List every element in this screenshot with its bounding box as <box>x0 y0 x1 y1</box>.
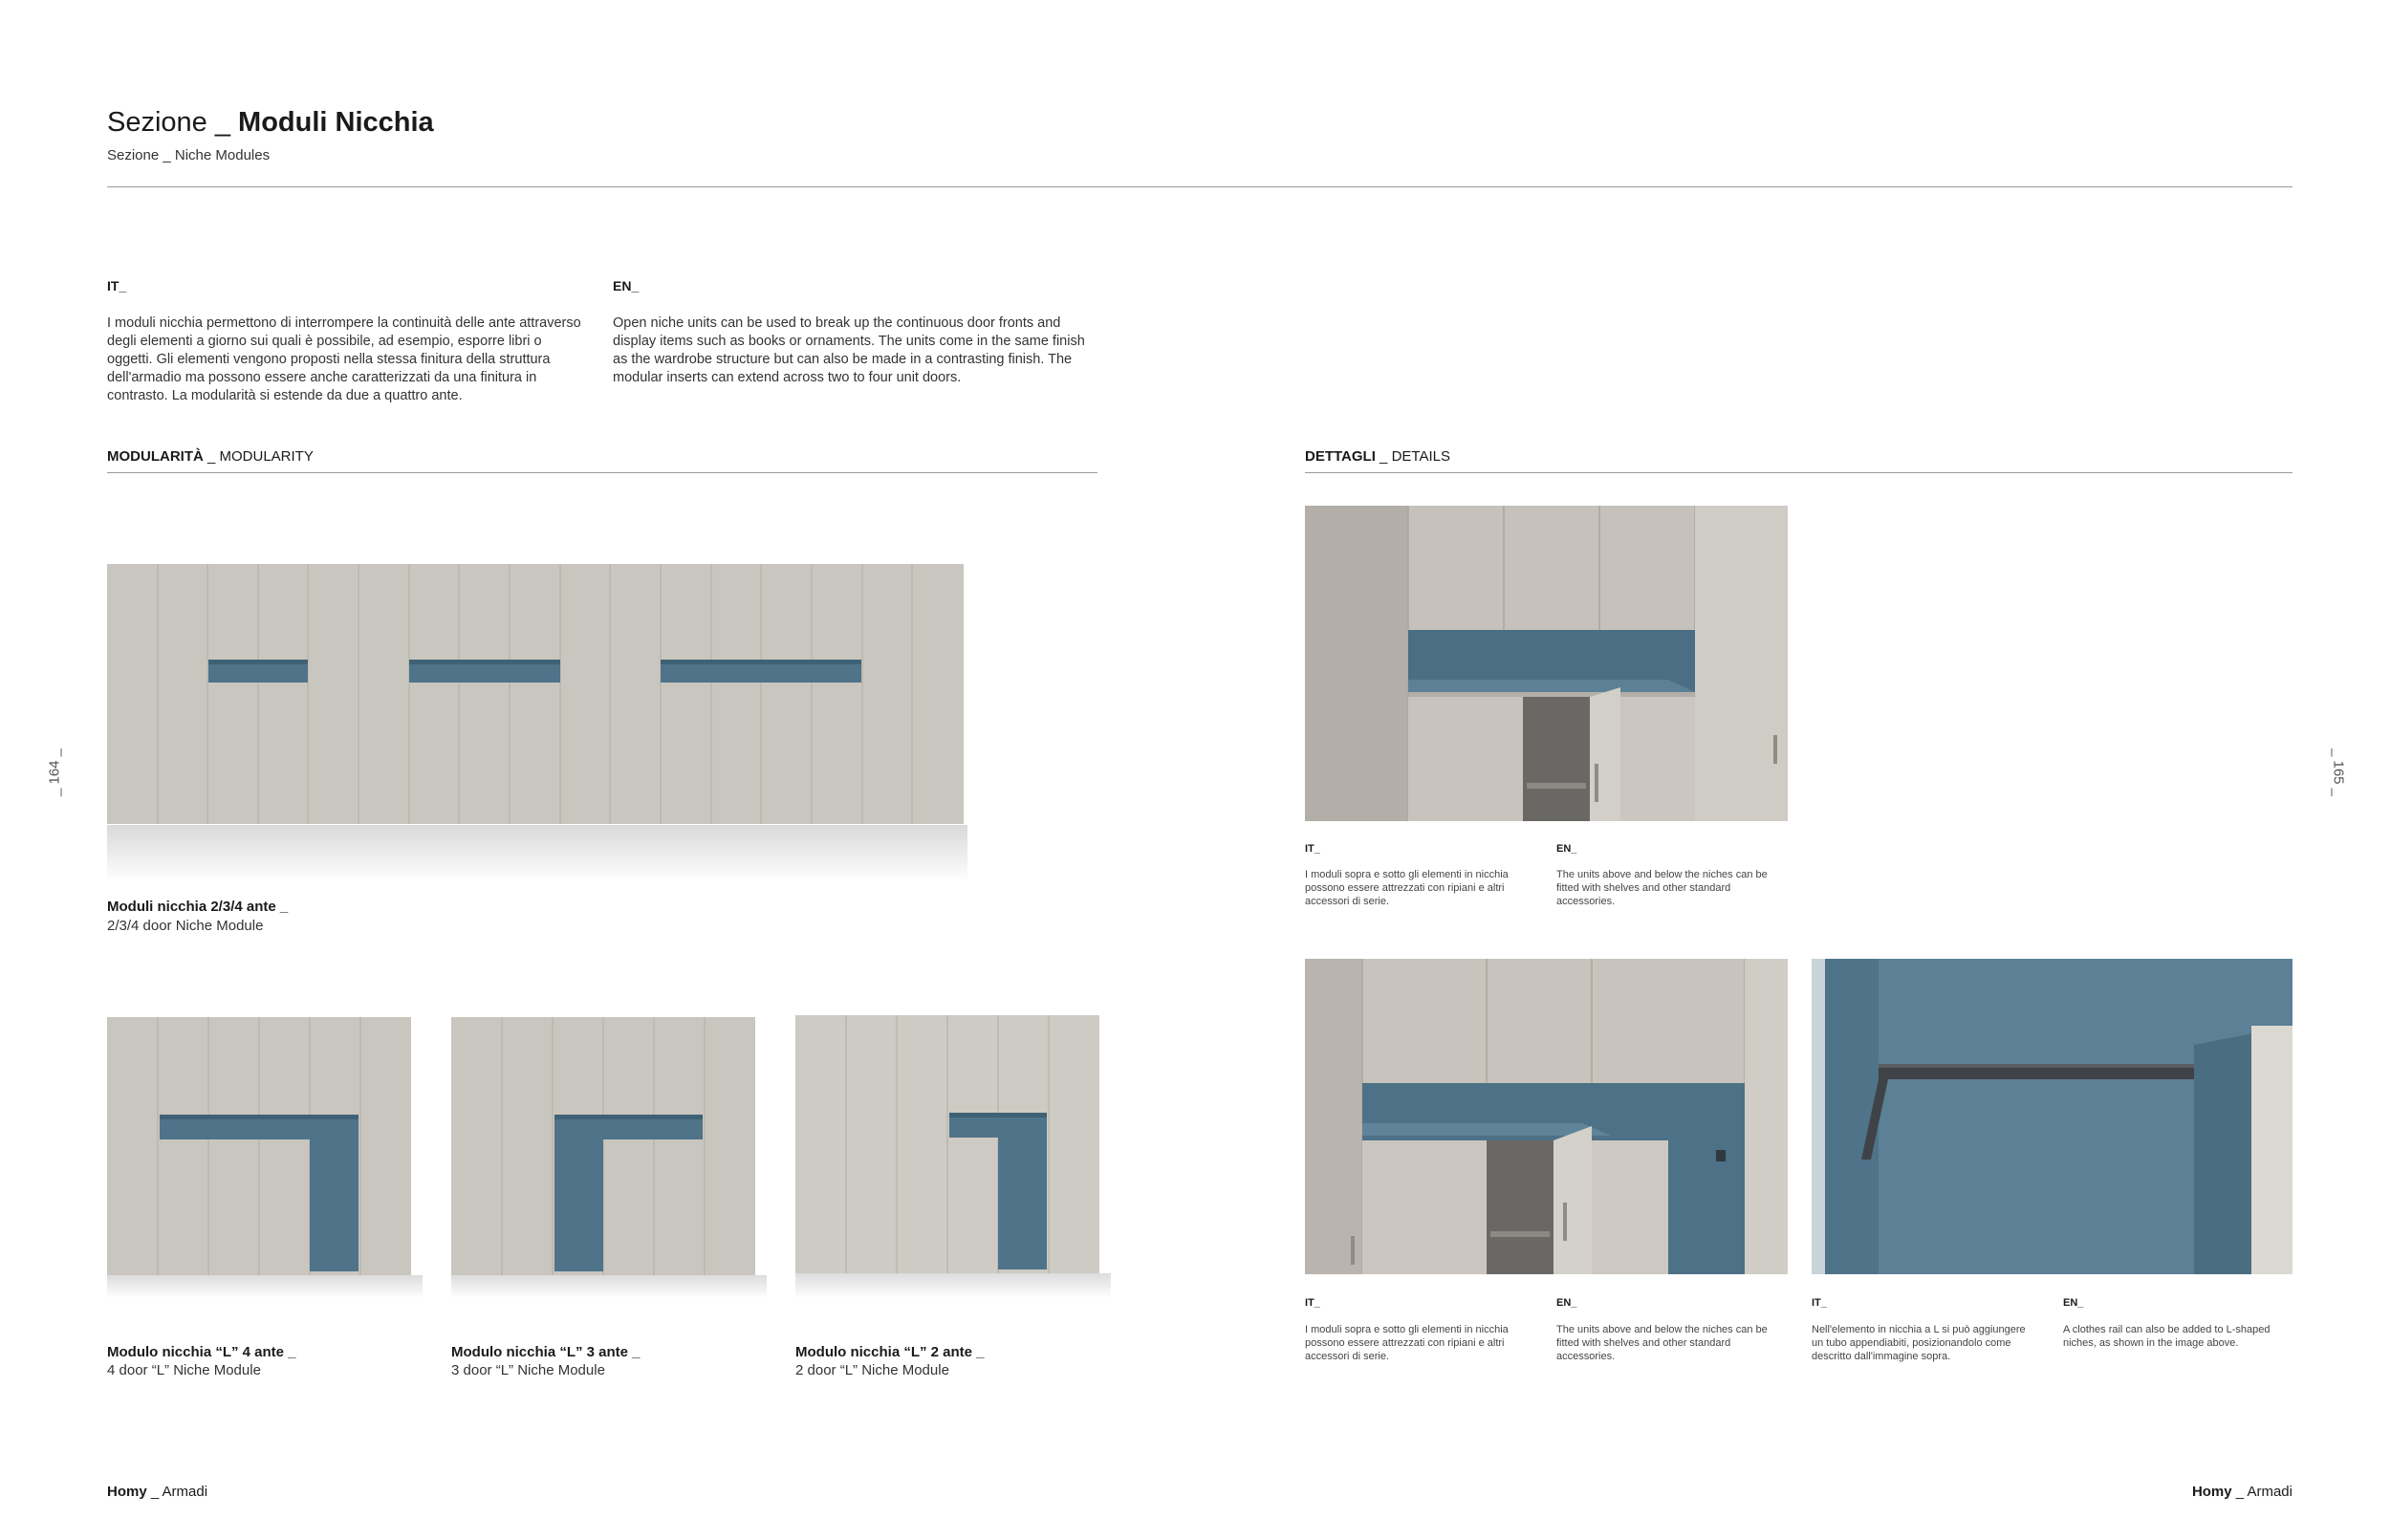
l-module-3-caption-title: Modulo nicchia “L” 3 ante _ <box>451 1344 641 1360</box>
title-main: Moduli Nicchia <box>238 107 434 138</box>
details-heading-bold: DETTAGLI <box>1305 448 1376 465</box>
modularity-divider <box>107 472 1097 473</box>
page-title <box>107 103 434 141</box>
detail-1-en-label: EN_ <box>1556 843 1577 855</box>
page-number-left: _ 164 _ <box>46 748 63 797</box>
detail-3-it-text: Nell'elemento in nicchia a L si può aggiungere un tubo appendiabiti, posizionandolo come descritto dall'immagine sopra. <box>1812 1324 2026 1362</box>
title-prefix: Sezione _ <box>107 107 239 138</box>
detail-1-en-text: The units above and below the niches can be fitted with shelves and other standard accessories. <box>1556 869 1768 907</box>
detail-3-en-label: EN_ <box>2063 1297 2084 1309</box>
detail-2-en-label: EN_ <box>1556 1297 1577 1309</box>
l-module-4-image <box>107 1015 423 1298</box>
footer-left <box>107 1484 207 1500</box>
detail-3-en-text: A clothes rail can also be added to L-shaped niches, as shown in the image above. <box>2063 1324 2270 1349</box>
footer-right-section: _ Armadi <box>2231 1484 2292 1500</box>
footer-right-brand: Homy <box>2191 1484 2232 1500</box>
detail-3-it-label: IT_ <box>1812 1297 1827 1309</box>
l-module-2-caption-title: Modulo nicchia “L” 2 ante _ <box>795 1344 985 1360</box>
details-divider <box>1305 472 2292 473</box>
wardrobe-main-image <box>107 562 967 887</box>
modularity-heading <box>107 448 314 465</box>
l-module-2-caption-subtitle: 2 door “L” Niche Module <box>795 1362 949 1378</box>
detail-photo-2 <box>1305 959 1788 1274</box>
footer-right <box>2192 1484 2292 1500</box>
footer-left-brand: Homy <box>107 1484 147 1500</box>
l-module-4-caption-subtitle: 4 door “L” Niche Module <box>107 1362 261 1378</box>
detail-2-it-label: IT_ <box>1305 1297 1320 1309</box>
modularity-heading-rest: _ MODULARITY <box>203 448 314 465</box>
intro-it-label: IT_ <box>107 278 127 293</box>
intro-it-text: I moduli nicchia permettono di interrompere la continuità delle ante attraverso degli elementi a giorno sui quali è possibile, ad esempio, esporre libri o oggetti. Gli elementi vengono proposti nella stessa finitura della struttura dell'armadio ma possono essere anche caratterizzati da una finitura in contrasto. La modularità si estende da due a quattro ante. <box>107 315 581 403</box>
main-caption-title: Moduli nicchia 2/3/4 ante _ <box>107 899 289 915</box>
l-module-3-caption-subtitle: 3 door “L” Niche Module <box>451 1362 605 1378</box>
page-number-right: _ 165 _ <box>2330 748 2347 797</box>
modularity-heading-bold: MODULARITÀ <box>107 448 204 465</box>
detail-2-en-text: The units above and below the niches can be fitted with shelves and other standard accessories. <box>1556 1324 1768 1362</box>
detail-1-it-label: IT_ <box>1305 843 1320 855</box>
footer-left-section: _ Armadi <box>146 1484 208 1500</box>
page-subtitle: Sezione _ Niche Modules <box>107 147 271 163</box>
header-divider <box>107 186 2292 187</box>
detail-2-it-text: I moduli sopra e sotto gli elementi in nicchia possono essere attrezzati con ripiani e altri accessori di serie. <box>1305 1324 1509 1362</box>
l-module-2-image <box>795 1013 1111 1298</box>
intro-en-label: EN_ <box>613 278 640 293</box>
intro-en-text: Open niche units can be used to break up the continuous door fronts and display items such as books or ornaments. The units come in the same finish as the wardrobe structure but can also be made in a contrasting finish. The modular inserts can extend across two to four unit doors. <box>613 315 1085 385</box>
detail-photo-3 <box>1812 959 2292 1274</box>
detail-photo-1 <box>1305 506 1788 821</box>
detail-1-it-text: I moduli sopra e sotto gli elementi in nicchia possono essere attrezzati con ripiani e altri accessori di serie. <box>1305 869 1509 907</box>
l-module-3-image <box>451 1015 767 1298</box>
details-heading <box>1305 448 1450 465</box>
l-module-4-caption-title: Modulo nicchia “L” 4 ante _ <box>107 1344 296 1360</box>
main-caption-subtitle: 2/3/4 door Niche Module <box>107 918 264 934</box>
details-heading-rest: _ DETAILS <box>1375 448 1450 465</box>
